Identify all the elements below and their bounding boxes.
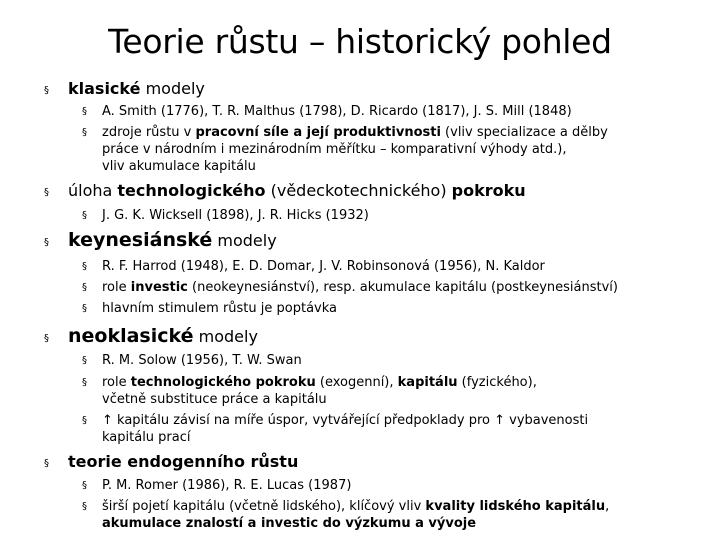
section-endogenous: teorie endogenního růstu: [68, 452, 299, 471]
bullet-icon: §: [44, 333, 49, 344]
bullet-icon: §: [82, 480, 87, 491]
bullet-icon: §: [44, 237, 49, 248]
bullet-icon: §: [82, 282, 87, 293]
section-neoclassical: neoklasické modely: [68, 325, 258, 347]
bullet-icon: §: [82, 303, 87, 314]
section-technology: úloha technologického (vědeckotechnického) pokroku: [68, 181, 526, 200]
bullet-icon: §: [82, 210, 87, 221]
slide-title: Teorie růstu – historický pohled: [108, 22, 612, 61]
keynesian-demand: hlavním stimulem růstu je poptávka: [102, 301, 337, 316]
classical-authors: A. Smith (1776), T. R. Malthus (1798), D. Ricardo (1817), J. S. Mill (1848): [102, 104, 572, 119]
section-classical-text: modely: [140, 79, 205, 98]
neoclassical-savings: ↑ kapitálu závisí na míře úspor, vytvářející předpoklady pro ↑ vybavenosti kapitálu prací: [102, 413, 589, 445]
bullet-icon: §: [82, 415, 87, 426]
section-keynesian: keynesiánské modely: [68, 229, 277, 251]
neoclassical-roles: role technologického pokroku (exogenní), kapitálu (fyzického), včetně substituce práce a kapitálu: [102, 375, 537, 407]
bullet-icon: §: [82, 501, 87, 512]
keynesian-authors: R. F. Harrod (1948), E. D. Domar, J. V. Robinsonová (1956), N. Kaldor: [102, 259, 545, 274]
bullet-icon: §: [82, 377, 87, 388]
section-classical: [68, 79, 205, 99]
bullet-icon: §: [44, 85, 49, 96]
endogenous-capital: širší pojetí kapitálu (včetně lidského), klíčový vliv kvality lidského kapitálu, akumulace znalostí a investic do výzkumu a vývoje: [102, 499, 610, 531]
bullet-icon: §: [82, 106, 87, 117]
bullet-icon: §: [82, 127, 87, 138]
technology-authors: J. G. K. Wicksell (1898), J. R. Hicks (1932): [102, 208, 369, 223]
classical-sources: zdroje růstu v pracovní síle a její produktivnosti (vliv specializace a dělby práce v národním i mezinárodním měřítku – komparativní výhody atd.), vliv akumulace kapitálu: [102, 125, 608, 174]
bullet-icon: §: [82, 261, 87, 272]
neoclassical-authors: R. M. Solow (1956), T. W. Swan: [102, 353, 302, 368]
bullet-icon: §: [82, 355, 87, 366]
endogenous-authors: P. M. Romer (1986), R. E. Lucas (1987): [102, 478, 352, 493]
keynesian-investment: role investic (neokeynesiánství), resp. akumulace kapitálu (postkeynesiánství): [102, 280, 618, 295]
bullet-icon: §: [44, 187, 49, 198]
section-classical-keyword: klasické: [68, 79, 141, 98]
bullet-icon: §: [44, 458, 49, 469]
